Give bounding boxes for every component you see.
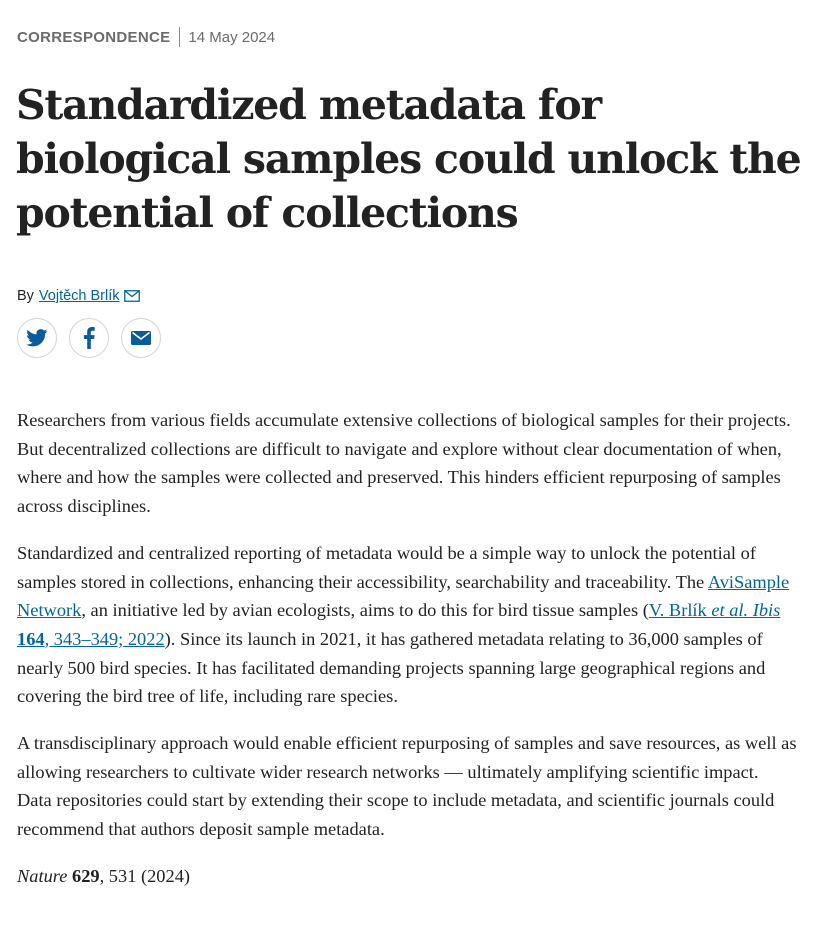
citation [17,862,797,891]
citation-volume: 629 [72,865,100,886]
share-facebook-button[interactable] [69,318,109,358]
paragraph-2-text-a: Standardized and centralized reporting of metadata would be a simple way to unlock the potential of samples stored in collections, enhancing their accessibility, searchability and traceability. The [17,542,756,592]
meta-divider [179,27,180,47]
citation-rest: , 531 (2024) [99,865,191,886]
paragraph-2-text-c: ). Since its launch in 2021, it has gathered metadata relating to 36,000 samples of nearly 500 bird species. It has facilitated demanding projects spanning large geographical regions and covering the bird tree of life, including rare species. [17,628,766,707]
article-body [17,406,797,891]
paragraph-1: Researchers from various fields accumulate extensive collections of biological samples for their projects. But decentralized collections are difficult to navigate and explore without clear documentation of when, where and how the samples were collected and preserved. This hinders efficient repurposing of samples across disciplines. [17,410,791,517]
byline-prefix: By [17,288,34,304]
facebook-icon [83,327,95,349]
author-link[interactable]: Vojtěch Brlík [38,288,120,304]
email-icon [131,331,151,345]
avisample-network-link[interactable]: AviSample Network [17,571,790,621]
article-type: CORRESPONDENCE [17,28,171,46]
paragraph-2-text-b: , an initiative led by avian ecologists, aims to do this for bird tissue samples ( [81,600,649,621]
author-email-icon[interactable] [124,290,140,302]
share-buttons [17,318,161,358]
paragraph-2 [17,539,797,711]
page-title: Standardized metadata for biological samples could unlock the potential of collections [16,81,801,237]
reference-volume: 164 [17,628,45,649]
reference-pages: , 343–349; 2022 [44,628,165,649]
twitter-icon [26,329,48,347]
paragraph-3: A transdisciplinary approach would enable efficient repurposing of samples and save resources, as well as allowing researchers to cultivate wider research networks — ultimately amplifying scientific impact. Data repositories could start by extending their scope to include metadata, and scientific journals could recommend that authors deposit sample metadata. [17,733,797,840]
article-meta [17,26,275,48]
share-twitter-button[interactable] [17,318,57,358]
reference-authors: V. Brlík [648,600,712,621]
publish-date: 14 May 2024 [188,28,276,46]
share-email-button[interactable] [121,318,161,358]
reference-etal-journal: et al. Ibis [711,600,781,621]
citation-journal: Nature [17,865,68,886]
byline [17,288,140,304]
